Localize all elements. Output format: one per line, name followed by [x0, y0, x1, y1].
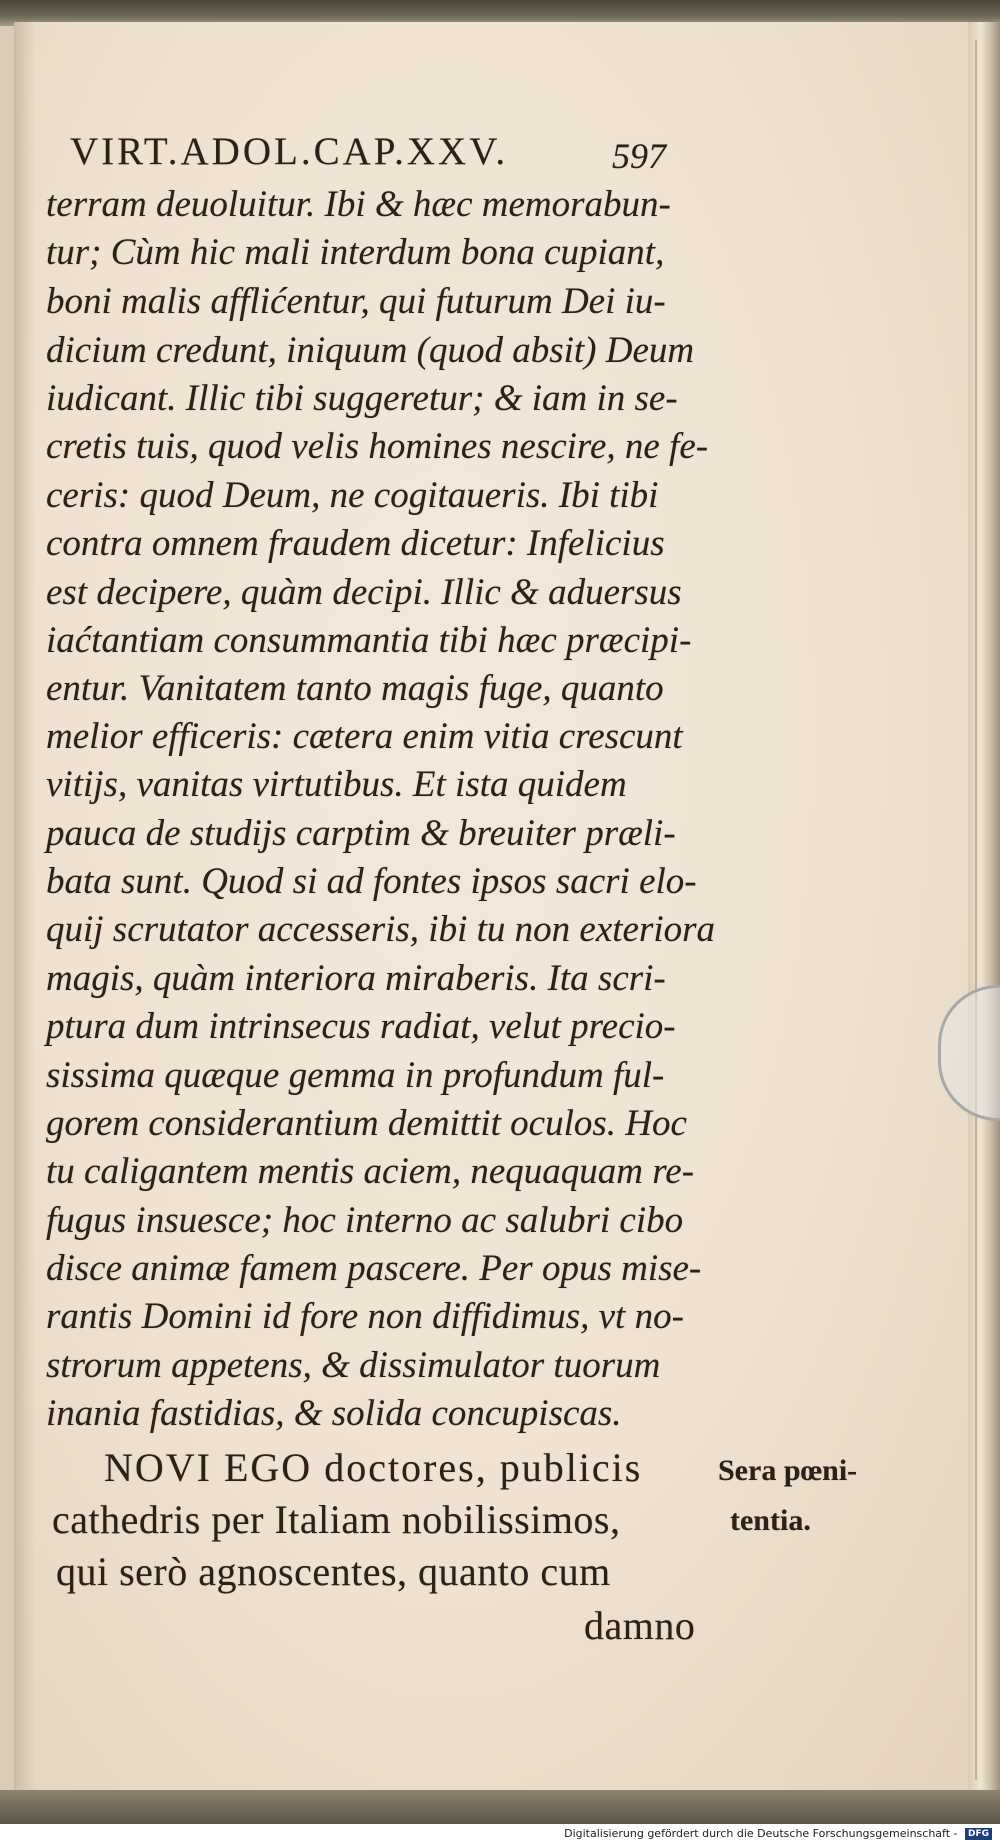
text-line: dicium credunt, iniquum (quod absit) Deum	[46, 330, 695, 371]
paragraph-opening-line: NOVI EGO doctores, publicis	[104, 1445, 643, 1490]
credit-text: Digitalisierung gefördert durch die Deutsche Forschungsgemeinschaft -	[564, 1827, 958, 1840]
text-line: magis, quàm interiora miraberis. Ita scri-	[46, 958, 666, 999]
text-line: tu caligantem mentis aciem, nequaquam re-	[46, 1151, 695, 1192]
marginal-note: tentia.	[730, 1504, 811, 1537]
catchword: damno	[584, 1603, 696, 1648]
scan-bottom-edge	[0, 1790, 1000, 1824]
page-number: 597	[612, 136, 666, 176]
page-edge-line	[975, 40, 977, 1780]
text-line: tur; Cùm hic mali interdum bona cupiant,	[46, 232, 665, 273]
text-line: cretis tuis, quod velis homines nescire, ne fe-	[46, 426, 709, 467]
text-line: inania fastidias, & solida concupiscas.	[46, 1393, 622, 1434]
text-line: contra omnem fraudem dicetur: Infelicius	[46, 523, 665, 564]
text-line: pauca de studijs carptim & breuiter præli-	[46, 813, 676, 854]
page-gutter-shadow	[14, 22, 36, 1792]
text-line: boni malis afflićentur, qui futurum Dei iu-	[46, 281, 666, 322]
text-line: iudicant. Illic tibi suggeretur; & iam in se-	[46, 378, 678, 419]
digitization-credit	[564, 1827, 992, 1840]
text-line: sissima quæque gemma in profundum ful-	[46, 1055, 665, 1096]
text-line: rantis Domini id fore non diffidimus, vt no-	[46, 1296, 684, 1337]
text-line: fugus insuesce; hoc interno ac salubri cibo	[46, 1200, 684, 1241]
text-line: vitijs, vanitas virtutibus. Et ista quidem	[46, 764, 627, 805]
text-line: disce animæ famem pascere. Per opus mise-	[46, 1248, 702, 1289]
text-line: strorum appetens, & dissimulator tuorum	[46, 1345, 661, 1386]
text-line: melior efficeris: cætera enim vitia crescunt	[46, 716, 683, 757]
running-head: VIRT.ADOL.CAP.XXV.	[70, 130, 509, 173]
text-line: bata sunt. Quod si ad fontes ipsos sacri elo-	[46, 861, 697, 902]
text-line: ptura dum intrinsecus radiat, velut precio-	[46, 1006, 676, 1047]
text-line: ceris: quod Deum, ne cogitaueris. Ibi tibi	[46, 475, 659, 516]
text-line: gorem considerantium demittit oculos. Hoc	[46, 1103, 687, 1144]
dfg-logo-badge: DFG	[965, 1828, 992, 1840]
marginal-note: Sera pœni-	[718, 1454, 858, 1487]
text-line: est decipere, quàm decipi. Illic & aduersus	[46, 572, 682, 613]
text-line: terram deuoluitur. Ibi & hæc memorabun-	[46, 184, 671, 225]
text-line: entur. Vanitatem tanto magis fuge, quanto	[46, 668, 664, 709]
text-line: qui serò agnoscentes, quanto cum	[56, 1549, 611, 1594]
text-line: cathedris per Italiam nobilissimos,	[52, 1497, 621, 1542]
text-line: iaćtantiam consummantia tibi hæc præcipi-	[46, 620, 692, 661]
text-line: quij scrutator accesseris, ibi tu non exteriora	[46, 909, 716, 950]
page-block-edge	[968, 22, 1000, 1792]
